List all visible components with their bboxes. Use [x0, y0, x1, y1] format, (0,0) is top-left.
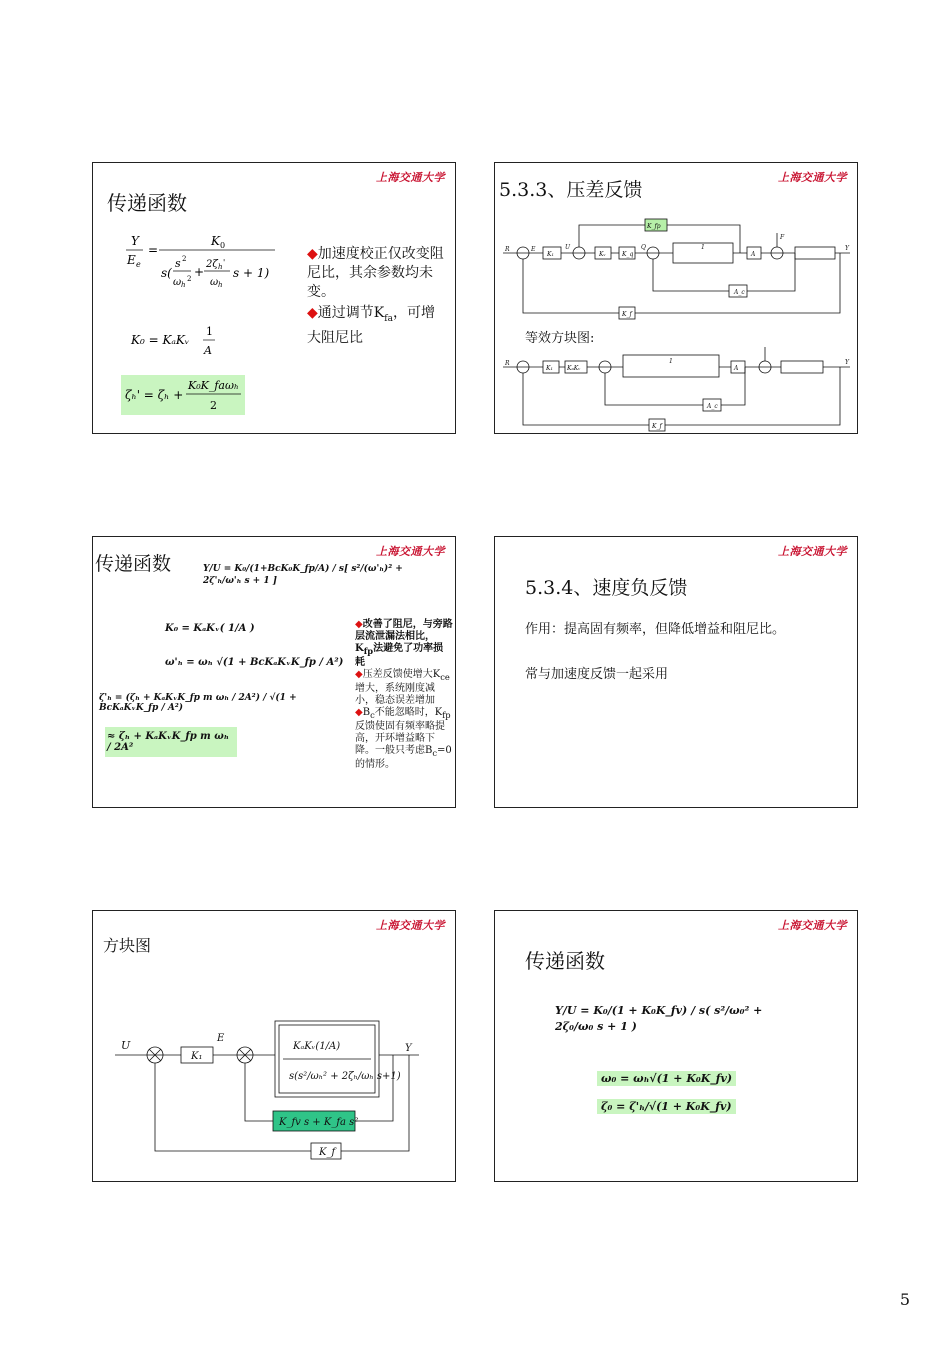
label-r-b: R	[505, 360, 510, 367]
label-k1: K₁	[547, 251, 554, 258]
label-kf-b: K_f	[652, 423, 662, 430]
eq1-lhs-den: E	[127, 253, 136, 267]
label-a: A	[751, 251, 756, 258]
svg-text:': '	[223, 258, 226, 267]
label-one-b: 1	[669, 358, 673, 365]
svg-text:2: 2	[187, 275, 192, 283]
label-kakv: KₐKᵥ	[567, 365, 581, 372]
label-f: F	[780, 234, 785, 241]
diamond-icon: ◆	[355, 669, 363, 680]
slide-title: 方块图	[103, 936, 152, 955]
label-ac: A_c	[734, 289, 745, 296]
slide-title: 5.3.4、速度负反馈	[525, 577, 688, 599]
diamond-icon: ◆	[307, 305, 318, 321]
eq2-frac-num: 1	[206, 325, 213, 338]
bullet-2: ◆通过调节$K_{fa}$，可增大阻尼比	[307, 305, 435, 346]
slide-title: 5.3.3、压差反馈	[499, 179, 643, 201]
label-k1-b: K₁	[546, 365, 553, 372]
pressure-feedback-block-diagram	[495, 163, 859, 435]
bullet-1: ◆改善了阻尼，与旁路层流泄漏法相比，$K_{fp}$法避免了功率损耗	[355, 619, 453, 668]
label-kf: K_f	[319, 1147, 336, 1158]
svg-text:h: h	[218, 263, 223, 271]
label-num: KₐKᵥ(1/A)	[293, 1041, 341, 1052]
eq3-frac-num: K₀K_faωₕ	[188, 379, 239, 392]
bullet-2: ◆压差反馈使增大$K_{ce}$增大，系统刚度减小，稳态误差增加	[355, 669, 450, 706]
eq-zeta: ζ'ₕ = (ζₕ + KₐKᵥK_fp m ωₕ / 2A²) / √(1 + BcKₐKᵥK_fp / A²)	[99, 693, 297, 713]
svg-text:ω: ω	[173, 277, 182, 288]
label-ee: E	[217, 1033, 225, 1044]
svg-text:2: 2	[182, 255, 187, 263]
svg-text:s + 1): s + 1)	[233, 266, 270, 280]
eq1-lhs-num: Y	[131, 234, 139, 248]
eq-omega0: ω₀ = ωₕ√(1 + K₀K_fv)	[597, 1071, 736, 1086]
label-ac-b: A_c	[707, 403, 718, 410]
diamond-icon: ◆	[355, 707, 363, 718]
equivalent-diagram-caption: 等效方块图:	[525, 331, 595, 346]
slide-6	[494, 910, 858, 1182]
eq1-lhs-den-sub: e	[136, 260, 141, 269]
label-e: E	[531, 246, 536, 253]
label-u: U	[121, 1039, 131, 1052]
svg-text:+: +	[194, 265, 205, 279]
label-one-top: 1	[701, 244, 705, 251]
diamond-icon: ◆	[307, 246, 318, 262]
label-kf: K_f	[622, 311, 632, 318]
university-logo: 上海交通大学	[778, 171, 847, 184]
label-green: K_fv s + K_fa s²	[279, 1117, 359, 1128]
slide-4	[494, 536, 858, 808]
label-kfp: K_fp	[647, 223, 661, 230]
eq2-frac-den: A	[204, 344, 212, 357]
slide-3	[92, 536, 456, 808]
university-logo: 上海交通大学	[376, 919, 445, 932]
slide-1	[92, 162, 456, 434]
eq3: ζₕ' = ζₕ +	[125, 388, 184, 402]
label-k1: K₁	[191, 1051, 203, 1062]
label-r: R	[505, 246, 510, 253]
bullet-list	[307, 245, 447, 348]
svg-text:ω: ω	[210, 277, 219, 288]
bullet-3: $◆B_c$不能忽略时，$K_{fp}$反馈使固有频率略提高，开环增益略下降。一般只考虑$B_c=0$的情形。	[355, 707, 452, 770]
svg-text:s(: s(	[161, 266, 172, 280]
derived-equations	[99, 623, 357, 757]
top-transfer-equation: Y/U = K₀/(1+BcK₀K_fp/A) / s[ s²/(ω'ₕ)² + 2ζ'ₕ/ω'ₕ s + 1 ]	[203, 564, 403, 586]
label-y: Y	[845, 245, 849, 252]
eq-k0: K₀ = KₐKᵥ( 1/A )	[165, 623, 255, 634]
eq1-num: K	[211, 234, 220, 248]
svg-text:h: h	[218, 281, 223, 289]
label-u: U	[565, 244, 571, 251]
eq-main: Y/U = K₀/(1 + K₀K_fv) / s( s²/ω₀² + 2ζ₀/ω₀ s + 1 )	[555, 1004, 763, 1033]
university-logo: 上海交通大学	[778, 545, 847, 558]
label-a-b: A	[734, 365, 739, 372]
eq2: K₀ = KₐKᵥ	[131, 333, 190, 347]
body-text-2: 常与加速度反馈一起采用	[525, 667, 669, 682]
page-number: 5	[899, 1290, 910, 1309]
label-y-b: Y	[845, 359, 849, 366]
eq-omega: ω'ₕ = ωₕ √(1 + BcKₐKᵥK_fp / A²)	[165, 657, 344, 668]
body-text-1: 作用：提高固有频率，但降低增益和阻尼比。	[525, 622, 786, 637]
slide-2	[494, 162, 858, 434]
velocity-feedback-block-diagram	[93, 911, 457, 1183]
slide-title: 传递函数	[525, 949, 605, 973]
svg-text:s: s	[175, 257, 181, 270]
bullet-list	[355, 619, 453, 771]
slide-5	[92, 910, 456, 1182]
university-logo: 上海交通大学	[778, 919, 847, 932]
bullet-1: ◆加速度校正仅改变阻尼比，其余参数均未变。	[307, 246, 444, 300]
label-kq: K_q	[622, 251, 634, 258]
eq-zeta-approx: ≈ ζₕ + KₐKᵥK_fp m ωₕ / 2A²	[105, 727, 237, 757]
label-kv: Kᵥ	[599, 251, 606, 258]
label-q: Q	[641, 244, 646, 251]
diamond-icon: ◆	[355, 619, 363, 630]
university-logo: 上海交通大学	[376, 171, 445, 184]
slide-title: 传递函数	[107, 191, 187, 215]
slide-title: 传递函数	[95, 553, 172, 575]
svg-text:h: h	[181, 281, 186, 289]
eq3-frac-den: 2	[210, 399, 217, 412]
svg-text:=: =	[148, 243, 159, 257]
svg-text:2ζ: 2ζ	[206, 259, 218, 270]
eq1-num-sub: 0	[220, 241, 226, 250]
eq-zeta0: ζ₀ = ζ'ₕ/√(1 + K₀K_fv)	[597, 1099, 736, 1114]
university-logo: 上海交通大学	[376, 545, 445, 558]
svg-text:s(s²/ωₕ² + 2ζₕ/ωₕ s+1): s(s²/ωₕ² + 2ζₕ/ωₕ s+1)	[289, 1071, 401, 1082]
label-y: Y	[405, 1043, 412, 1054]
